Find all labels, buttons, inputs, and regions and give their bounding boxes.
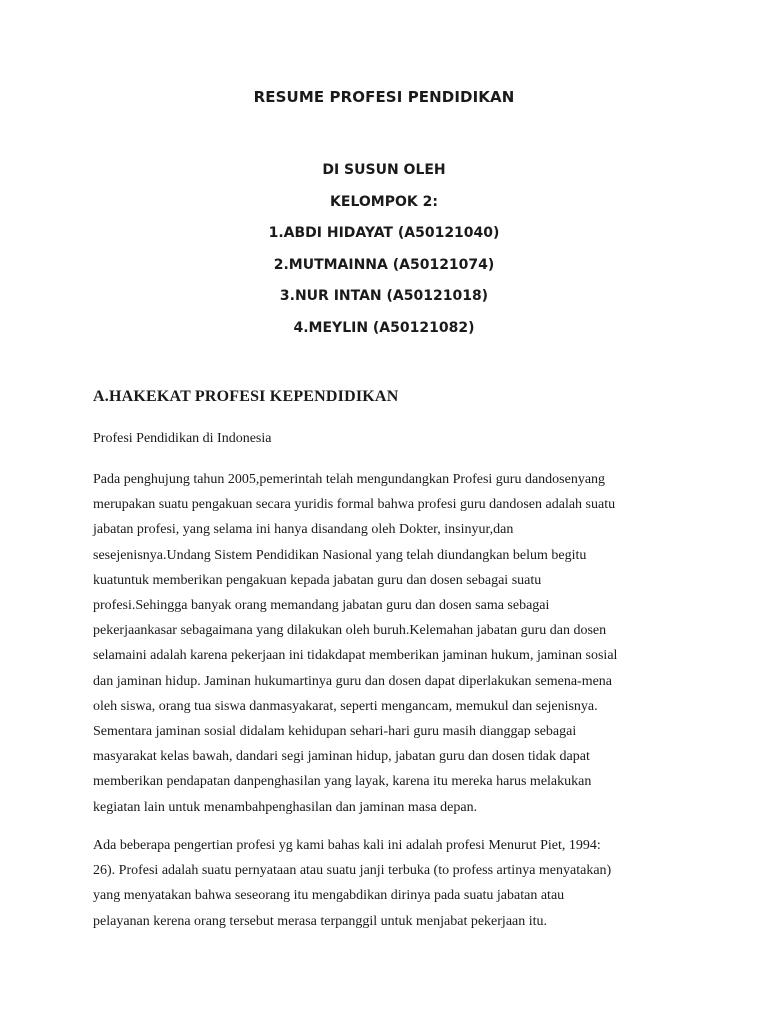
paragraph-line: oleh siswa, orang tua siswa danmasyakarat, seperti mengancam, memukul dan sejenisnya. <box>93 698 598 714</box>
paragraph-line: pekerjaankasar sebagaimana yang dilakukan oleh buruh.Kelemahan jabatan guru dan dosen <box>93 623 607 639</box>
paragraph-line: sesejenisnya.Undang Sistem Pendidikan Nasional yang telah diundangkan belum begitu <box>93 547 587 563</box>
paragraph-line: Pada penghujung tahun 2005,pemerintah telah mengundangkan Profesi guru dandosenyang <box>93 472 606 487</box>
paragraph-line: 26). Profesi adalah suatu pernyataan atau suatu janji terbuka (to profess artinya menyatakan) <box>93 863 612 879</box>
author-line: DI SUSUN OLEH <box>322 162 446 178</box>
subheading: Profesi Pendidikan di Indonesia <box>93 431 272 446</box>
author-line: 1.ABDI HIDAYAT (A50121040) <box>268 225 500 241</box>
paragraph <box>93 467 683 820</box>
paragraph-line: memberikan pendapatan danpenghasilan yang layak, karena itu mereka harus melakukan <box>93 774 592 790</box>
paragraph-line: merupakan suatu pengakuan secara yuridis formal bahwa profesi guru dandosen adalah suatu <box>93 497 616 513</box>
paragraph-line: kegiatan lain untuk menambahpenghasilan dan jaminan masa depan. <box>93 799 478 815</box>
paragraph-line: dan jaminan hidup. Jaminan hukumartinya guru dan dosen dapat diperlakukan semena-mena <box>93 673 613 689</box>
paragraph-line: Sementara jaminan sosial didalam kehidupan sehari-hari guru masih dianggap sebagai <box>93 724 577 740</box>
section-heading: A.HAKEKAT PROFESI KEPENDIDIKAN <box>93 388 399 405</box>
paragraph-line: Ada beberapa pengertian profesi yg kami bahas kali ini adalah profesi Menurut Piet, 1994: <box>93 838 601 853</box>
author-line: KELOMPOK 2: <box>330 193 438 210</box>
author-line: 4.MEYLIN (A50121082) <box>293 319 475 336</box>
paragraph-line: yang menyatakan bahwa seseorang itu mengabdikan dirinya pada suatu jabatan atau <box>93 888 565 904</box>
paragraph-line: kuatuntuk memberikan pengakuan kepada jabatan guru dan dosen sebagai suatu <box>93 572 542 588</box>
document-title: RESUME PROFESI PENDIDIKAN <box>253 88 515 106</box>
paragraph-line: profesi.Sehingga banyak orang memandang jabatan guru dan dosen sama sebagai <box>93 598 550 614</box>
author-line: 3.NUR INTAN (A50121018) <box>279 288 489 304</box>
paragraph-line: masyarakat kelas bawah, dandari segi jaminan hidup, jabatan guru dan dosen tidak dapat <box>93 749 590 765</box>
paragraph-line: selamaini adalah karena pekerjaan ini tidakdapat memberikan jaminan hukum, jaminan sosial <box>93 648 618 664</box>
author-line: 2.MUTMAINNA (A50121074) <box>273 256 495 273</box>
paragraph <box>93 833 683 934</box>
author-block <box>0 160 768 349</box>
paragraph-line: pelayanan kerena orang tersebut merasa terpanggil untuk menjabat pekerjaan itu. <box>93 913 548 929</box>
paragraph-line: jabatan profesi, yang selama ini hanya disandang oleh Dokter, insinyur,dan <box>93 522 514 538</box>
